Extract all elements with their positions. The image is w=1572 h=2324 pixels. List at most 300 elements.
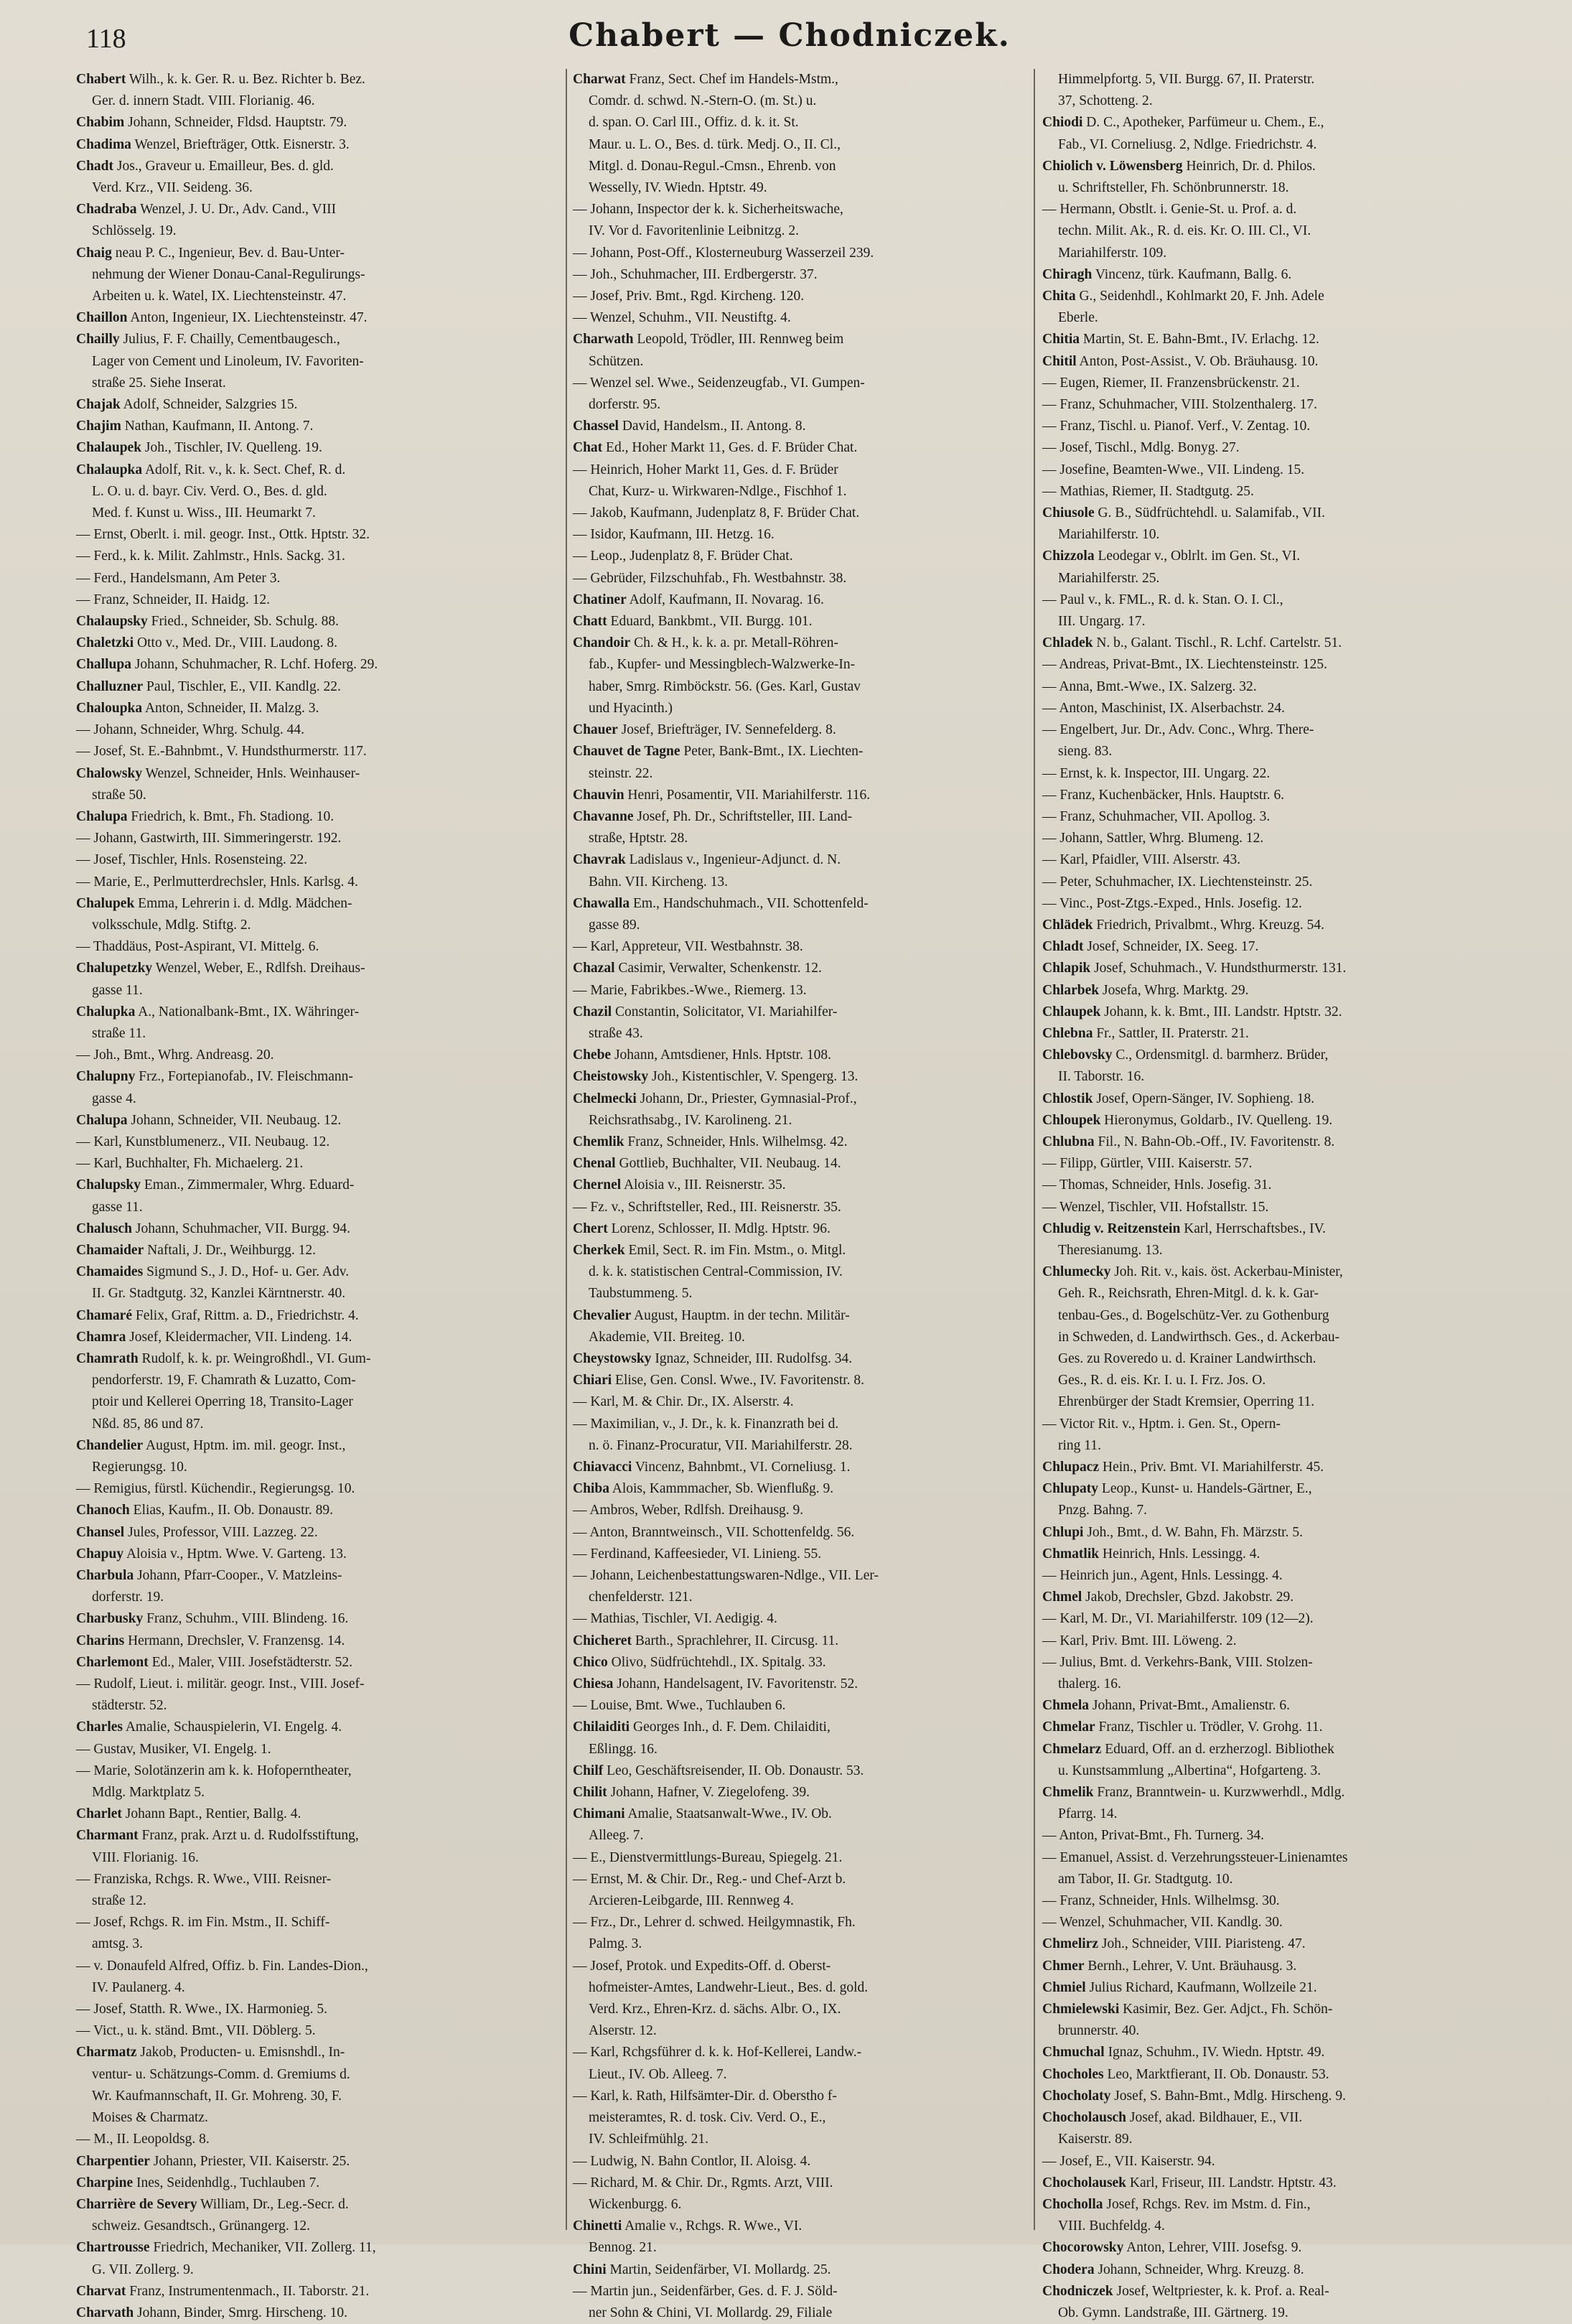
entry-surname: Chat — [573, 440, 603, 456]
directory-entry — [1042, 1045, 1512, 1066]
directory-entry — [76, 1608, 558, 1630]
directory-entry — [1042, 1023, 1512, 1045]
directory-entry — [573, 1240, 1026, 1261]
entry-text: Franz, Schneider, II. Haidg. 12. — [93, 592, 270, 607]
directory-entry — [76, 1370, 558, 1391]
directory-entry — [1042, 893, 1512, 915]
entry-text: Eßlingg. 16. — [589, 1741, 658, 1757]
entry-surname: Chavanne — [573, 808, 634, 824]
entry-text: u. Kunstsammlung „Albertina“, Hofgarteng. 3. — [1058, 1763, 1321, 1778]
directory-entry — [1042, 915, 1512, 936]
directory-entry — [573, 1023, 1026, 1045]
directory-entry — [1042, 503, 1512, 524]
entry-surname: Chinetti — [573, 2218, 622, 2234]
directory-entry — [573, 220, 1026, 242]
entry-surname: — — [1042, 1568, 1057, 1584]
entry-text: Wilh., k. k. Ger. R. u. Bez. Richter b. Bez. — [128, 72, 365, 87]
directory-entry — [1042, 134, 1512, 156]
entry-text: techn. Milit. Ak., R. d. eis. Kr. O. III. Cl., VI. — [1058, 223, 1311, 239]
entry-surname: Chmela — [1042, 1698, 1089, 1714]
entry-surname: Chilaiditi — [573, 1719, 630, 1735]
entry-surname: — — [76, 1047, 90, 1063]
entry-surname: — — [1042, 440, 1057, 456]
entry-surname: Challupa — [76, 657, 131, 673]
entry-surname: Chalupek — [76, 895, 135, 911]
entry-surname: Chlupi — [1042, 1524, 1084, 1540]
directory-entry — [573, 2129, 1026, 2150]
entry-surname: Chodera — [1042, 2262, 1095, 2277]
directory-entry — [76, 633, 558, 654]
entry-text: Johann, Gastwirth, III. Simmeringerstr. 192. — [93, 831, 342, 846]
directory-entry — [1042, 351, 1512, 373]
directory-entry — [1042, 1847, 1512, 1869]
entry-surname: — — [573, 939, 587, 955]
directory-entry — [76, 958, 558, 979]
entry-surname: — — [573, 1546, 587, 1562]
directory-entry — [76, 394, 558, 416]
directory-entry — [573, 1414, 1026, 1435]
directory-entry — [573, 394, 1026, 416]
directory-entry — [573, 1933, 1026, 1955]
directory-entry — [76, 1956, 558, 1977]
entry-surname: Chadraba — [76, 202, 137, 218]
entry-text: Ladislaus v., Ingenieur-Adjunct. d. N. — [629, 852, 841, 868]
directory-entry — [1042, 1717, 1512, 1738]
entry-surname: — — [573, 2045, 587, 2061]
directory-entry — [573, 112, 1026, 134]
entry-text: Karl, Rchgsführer d. k. k. Hof-Kellerei, Landw.- — [590, 2045, 862, 2061]
entry-text: gasse 89. — [589, 917, 640, 933]
directory-entry — [573, 1066, 1026, 1088]
entry-text: Hein., Priv. Bmt. VI. Mariahilferstr. 45. — [1102, 1460, 1324, 1475]
directory-entry — [76, 1088, 558, 1110]
entry-text: Martin, Seidenfärber, VI. Mollardg. 25. — [609, 2262, 831, 2277]
directory-entry — [573, 1283, 1026, 1305]
entry-text: Vincenz, türk. Kaufmann, Ballg. 6. — [1095, 266, 1292, 282]
entry-surname: Chimani — [573, 1806, 625, 1822]
directory-entry — [573, 1175, 1026, 1196]
directory-entry — [1042, 329, 1512, 350]
entry-text: haber, Smrg. Rimböckstr. 56. (Ges. Karl, Gustav — [589, 678, 861, 694]
directory-entry — [573, 1500, 1026, 1521]
entry-text: Wenzel, Tischler, VII. Hofstallstr. 15. — [1059, 1199, 1269, 1215]
directory-entry — [1042, 1544, 1512, 1565]
entry-surname: — — [573, 1611, 587, 1627]
entry-text: G. B., Südfrüchtehdl. u. Salamifab., VII. — [1098, 505, 1325, 521]
directory-entry — [573, 1544, 1026, 1565]
entry-surname: Chatiner — [573, 592, 627, 607]
directory-entry — [573, 1391, 1026, 1413]
directory-entry — [573, 1370, 1026, 1391]
entry-text: Heinrich, Hoher Markt 11, Ges. d. F. Brüder — [590, 462, 838, 477]
entry-surname: — — [573, 570, 587, 586]
entry-text: Franz, Schuhmacher, VII. Apollog. 3. — [1059, 808, 1271, 824]
directory-entry — [76, 524, 558, 546]
entry-text: meisteramtes, R. d. tosk. Civ. Verd. O., E., — [589, 2110, 826, 2126]
entry-surname: Chmielewski — [1042, 2002, 1120, 2017]
entry-surname: — — [573, 1698, 587, 1714]
entry-surname: — — [573, 527, 587, 543]
entry-surname: — — [573, 266, 587, 282]
entry-text: Julius, Bmt. d. Verkehrs-Bank, VIII. Stolzen- — [1059, 1654, 1313, 1670]
entry-text: gasse 11. — [92, 1199, 143, 1215]
entry-surname: — — [76, 831, 90, 846]
directory-entry — [1042, 1175, 1512, 1196]
entry-text: Comdr. d. schwd. N.-Stern-O. (m. St.) u. — [589, 93, 817, 109]
entry-surname: Chernel — [573, 1177, 622, 1193]
entry-text: Johann, Schuhmacher, R. Lchf. Hoferg. 29. — [134, 657, 378, 673]
directory-entry — [573, 90, 1026, 112]
column-right — [1042, 69, 1512, 2320]
entry-text: Akademie, VII. Breiteg. 10. — [589, 1329, 745, 1345]
entry-surname: Chalaupka — [76, 462, 143, 477]
directory-entry — [1042, 2151, 1512, 2173]
directory-entry — [573, 459, 1026, 481]
entry-text: Emma, Lehrerin i. d. Mdlg. Mädchen- — [138, 895, 352, 911]
entry-text: Elias, Kaufm., II. Ob. Donaustr. 89. — [133, 1503, 334, 1518]
entry-surname: Chmel — [1042, 1590, 1082, 1605]
entry-text: Thomas, Schneider, Hnls. Josefig. 31. — [1059, 1177, 1272, 1193]
entry-surname: Chiari — [573, 1373, 612, 1389]
entry-text: Leop., Judenplatz 8, F. Brüder Chat. — [590, 549, 793, 564]
entry-surname: Chmatlik — [1042, 1546, 1100, 1562]
directory-entry — [76, 785, 558, 806]
directory-entry — [1042, 459, 1512, 481]
entry-text: Josef, St. E.-Bahnbmt., V. Hundsthurmerstr. 117. — [93, 744, 367, 760]
entry-surname: Chmuchal — [1042, 2045, 1105, 2061]
entry-text: Julius, F. F. Chailly, Cementbaugesch., — [123, 332, 340, 347]
entry-surname: Chmiel — [1042, 1979, 1086, 1995]
entry-text: II. Taborstr. 16. — [1058, 1069, 1145, 1085]
entry-text: Eduard, Bankbmt., VII. Burgg. 101. — [610, 614, 813, 630]
entry-text: David, Handelsm., II. Antong. 8. — [622, 419, 806, 434]
entry-text: Wickenburgg. 6. — [589, 2196, 682, 2212]
entry-surname: Chauvin — [573, 787, 624, 803]
directory-entry — [573, 1956, 1026, 1977]
entry-text: Franz, Tischl. u. Pianof. Verf., V. Zentag. 10. — [1059, 419, 1311, 434]
entry-surname: Chlaupek — [1042, 1004, 1101, 1019]
entry-text: Georges Inh., d. F. Dem. Chilaiditi, — [632, 1719, 831, 1735]
entry-text: C., Ordensmitgl. d. barmherz. Brüder, — [1115, 1047, 1329, 1063]
directory-entry — [76, 329, 558, 350]
entry-surname: Chladt — [1042, 939, 1084, 955]
entry-text: hofmeister-Amtes, Landwehr-Lieut., Bes. d. gold. — [589, 1979, 869, 1995]
entry-text: Johann, Schneider, Fldsd. Hauptstr. 79. — [128, 115, 347, 131]
entry-text: straße 50. — [92, 787, 146, 803]
entry-text: Ferd., k. k. Milit. Zahlmstr., Hnls. Sackg. 31. — [93, 549, 345, 564]
entry-text: schweiz. Gesandtsch., Grünangerg. 12. — [92, 2218, 310, 2234]
directory-entry — [76, 351, 558, 373]
directory-entry — [573, 1760, 1026, 1782]
entry-surname: Cheystowsky — [573, 1350, 652, 1366]
directory-entry — [1042, 156, 1512, 177]
entry-surname: Charles — [76, 1719, 123, 1735]
entry-surname: Chiragh — [1042, 266, 1093, 282]
directory-entry — [76, 1023, 558, 1045]
entry-text: Leo, Geschäftsreisender, II. Ob. Donaustr. 53. — [607, 1763, 864, 1778]
directory-entry — [76, 719, 558, 741]
entry-surname: — — [76, 527, 90, 543]
directory-entry — [76, 1110, 558, 1131]
entry-surname: — — [76, 1676, 90, 1692]
entry-surname: Chazil — [573, 1004, 612, 1019]
entry-surname: Charbula — [76, 1568, 134, 1584]
directory-entry — [1042, 243, 1512, 264]
directory-entry — [76, 2281, 558, 2302]
directory-entry — [573, 177, 1026, 199]
directory-entry — [76, 1478, 558, 1500]
entry-text: dorferstr. 19. — [92, 1590, 164, 1605]
directory-entry — [1042, 1305, 1512, 1327]
entry-text: Theresianumg. 13. — [1058, 1242, 1163, 1258]
entry-surname: Chandoir — [573, 635, 631, 651]
entry-surname: Chert — [573, 1221, 608, 1236]
entry-text: Johann, k. k. Bmt., III. Landstr. Hptstr. 32. — [1104, 1004, 1342, 1019]
entry-text: Rudolf, k. k. pr. Weingroßhdl., VI. Gum- — [141, 1350, 371, 1366]
directory-entry — [76, 373, 558, 394]
entry-text: brunnerstr. 40. — [1058, 2023, 1140, 2039]
directory-entry — [573, 69, 1026, 90]
entry-surname: — — [76, 939, 90, 955]
directory-entry — [76, 481, 558, 503]
directory-entry — [76, 90, 558, 112]
entry-text: Ignaz, Schuhm., IV. Wiedn. Hptstr. 49. — [1108, 2045, 1325, 2061]
entry-surname: Charbusky — [76, 1611, 144, 1627]
directory-entry — [1042, 1760, 1512, 1782]
entry-text: thalerg. 16. — [1058, 1676, 1121, 1692]
entry-surname: — — [1042, 462, 1057, 477]
directory-entry — [573, 2020, 1026, 2042]
entry-text: Moises & Charmatz. — [92, 2110, 208, 2126]
directory-entry — [1042, 785, 1512, 806]
entry-text: August, Hptm. im. mil. geogr. Inst., — [145, 1437, 346, 1453]
directory-entry — [1042, 177, 1512, 199]
directory-entry — [1042, 1131, 1512, 1153]
entry-surname: Charlemont — [76, 1654, 149, 1670]
directory-entry — [573, 1999, 1026, 2020]
entry-text: Ernst, Oberlt. i. mil. geogr. Inst., Ottk. Hptstr. 32. — [93, 527, 370, 543]
entry-text: Adolf, Kaufmann, II. Novarag. 16. — [629, 592, 824, 607]
page-number: 118 — [86, 24, 126, 54]
directory-entry — [76, 1695, 558, 1717]
directory-entry — [1042, 611, 1512, 633]
entry-text: Franz, Instrumentenmach., II. Taborstr. 21. — [129, 2283, 370, 2299]
entry-surname: Chailly — [76, 332, 120, 347]
entry-surname: Chmelarz — [1042, 1741, 1102, 1757]
directory-entry — [573, 1218, 1026, 1240]
directory-entry — [1042, 1695, 1512, 1717]
directory-entry — [76, 2259, 558, 2281]
entry-text: gasse 4. — [92, 1091, 136, 1106]
directory-entry — [76, 69, 558, 90]
entry-text: Eberle. — [1058, 310, 1098, 326]
directory-entry — [76, 1977, 558, 1999]
entry-text: Karl, Friseur, III. Landstr. Hptstr. 43. — [1129, 2175, 1337, 2190]
entry-text: Ger. d. innern Stadt. VIII. Florianig. 46. — [92, 93, 315, 109]
directory-entry — [573, 763, 1026, 785]
directory-entry — [573, 1674, 1026, 1695]
entry-text: und Hyacinth.) — [589, 700, 673, 716]
entry-surname: Chassel — [573, 419, 619, 434]
directory-entry — [76, 243, 558, 264]
entry-text: Leo, Marktfierant, II. Ob. Donaustr. 53. — [1107, 2066, 1329, 2082]
entry-surname: Chauvet de Tagne — [573, 744, 680, 760]
directory-entry — [1042, 1630, 1512, 1652]
directory-entry — [573, 1435, 1026, 1457]
directory-entry — [1042, 872, 1512, 893]
entry-text: Josef, Schneider, IX. Seeg. 17. — [1087, 939, 1259, 955]
entry-text: Fab., VI. Corneliusg. 2, Ndlge. Friedrichstr. 4. — [1058, 136, 1317, 152]
directory-entry — [1042, 1956, 1512, 1977]
entry-text: Anton, Lehrer, VIII. Josefsg. 9. — [1126, 2240, 1302, 2256]
entry-surname: — — [1042, 1654, 1057, 1670]
entry-text: Leop., Kunst- u. Handels-Gärtner, E., — [1101, 1481, 1312, 1497]
directory-entry — [76, 2129, 558, 2150]
entry-text: Karl, M. & Chir. Dr., IX. Alserstr. 4. — [590, 1394, 794, 1410]
directory-entry — [573, 2042, 1026, 2063]
directory-entry — [76, 1587, 558, 1608]
directory-entry — [573, 980, 1026, 1002]
entry-text: Adolf, Schneider, Salzgries 15. — [123, 397, 298, 413]
entry-surname: — — [1042, 722, 1057, 738]
entry-text: Julius Richard, Kaufmann, Wollzeile 21. — [1089, 1979, 1317, 1995]
entry-text: Johann Bapt., Rentier, Ballg. 4. — [125, 1806, 301, 1822]
directory-entry — [76, 286, 558, 307]
entry-surname: — — [76, 1958, 90, 1974]
entry-text: Gottlieb, Buchhalter, VII. Neubaug. 14. — [619, 1156, 841, 1172]
entry-text: Adolf, Rit. v., k. k. Sect. Chef, R. d. — [144, 462, 346, 477]
entry-text: Emanuel, Assist. d. Verzehrungssteuer-Linienamtes — [1059, 1849, 1348, 1865]
entry-text: Felix, Graf, Rittm. a. D., Friedrichstr. 4. — [135, 1307, 359, 1323]
directory-entry — [573, 1261, 1026, 1283]
entry-text: VIII. Florianig. 16. — [92, 1849, 199, 1865]
entry-surname: — — [573, 245, 587, 261]
entry-text: Chat, Kurz- u. Wirkwaren-Ndlge., Fischhof 1. — [589, 483, 847, 499]
entry-surname: Chiodi — [1042, 115, 1083, 131]
column-middle — [573, 69, 1026, 2320]
directory-entry — [573, 1739, 1026, 1760]
entry-surname: — — [1042, 678, 1057, 694]
entry-text: Bernh., Lehrer, V. Unt. Bräuhausg. 3. — [1087, 1958, 1297, 1974]
entry-surname: Chitil — [1042, 353, 1077, 369]
directory-entry — [573, 134, 1026, 156]
directory-entry — [76, 1414, 558, 1435]
directory-entry — [76, 1890, 558, 1912]
entry-text: Johann, Amtsdiener, Hnls. Hptstr. 108. — [614, 1047, 831, 1063]
directory-entry — [573, 2216, 1026, 2237]
entry-text: Mariahilferstr. 25. — [1058, 570, 1160, 586]
entry-text: Ehrenbürger der Stadt Kremsier, Operring 11. — [1058, 1394, 1315, 1410]
entry-text: Anton, Schneider, II. Malzg. 3. — [144, 700, 319, 716]
directory-entry — [1042, 1825, 1512, 1847]
entry-text: Kaiserstr. 89. — [1058, 2132, 1133, 2147]
entry-text: Andreas, Privat-Bmt., IX. Liechtensteinstr. 125. — [1059, 657, 1327, 673]
entry-text: Franziska, Rchgs. R. Wwe., VIII. Reisner- — [93, 1871, 332, 1887]
directory-entry — [76, 1500, 558, 1521]
entry-text: Josef, akad. Bildhauer, E., VII. — [1129, 2110, 1303, 2126]
entry-text: 37, Schotteng. 2. — [1058, 93, 1153, 109]
entry-text: Louise, Bmt. Wwe., Tuchlauben 6. — [590, 1698, 786, 1714]
directory-entry — [573, 1608, 1026, 1630]
directory-entry — [573, 633, 1026, 654]
directory-entry — [573, 1348, 1026, 1370]
directory-entry — [1042, 1088, 1512, 1110]
entry-surname: Chilf — [573, 1763, 604, 1778]
entry-surname: — — [573, 982, 587, 998]
entry-text: Gebrüder, Filzschuhfab., Fh. Westbahnstr. 38. — [590, 570, 847, 586]
directory-entry — [1042, 437, 1512, 459]
directory-entry — [573, 1912, 1026, 1933]
entry-text: Nathan, Kaufmann, II. Antong. 7. — [124, 419, 314, 434]
entry-surname: Chazal — [573, 961, 615, 976]
directory-entry — [76, 199, 558, 220]
entry-surname: — — [573, 2153, 587, 2169]
entry-surname: — — [1042, 397, 1057, 413]
entry-surname: Chlostik — [1042, 1091, 1093, 1106]
directory-entry — [76, 2216, 558, 2237]
entry-surname: Chalupa — [76, 1112, 128, 1128]
entry-text: Karl, Appreteur, VII. Westbahnstr. 38. — [590, 939, 803, 955]
directory-entry — [573, 1565, 1026, 1587]
entry-text: Fz. v., Schriftsteller, Red., III. Reisnerstr. 35. — [590, 1199, 841, 1215]
entry-surname: — — [573, 1849, 587, 1865]
entry-surname: Chlebovsky — [1042, 1047, 1113, 1063]
directory-entry — [76, 1652, 558, 1674]
entry-surname: Chlupacz — [1042, 1460, 1100, 1475]
entry-surname: — — [76, 744, 90, 760]
entry-surname: — — [573, 2088, 587, 2104]
entry-surname: — — [76, 2023, 90, 2039]
entry-surname: — — [76, 570, 90, 586]
entry-surname: — — [573, 1394, 587, 1410]
directory-entry — [1042, 2042, 1512, 2063]
entry-text: A., Nationalbank-Bmt., IX. Währinger- — [138, 1004, 360, 1019]
directory-entry — [573, 2086, 1026, 2107]
entry-text: Schützen. — [589, 353, 644, 369]
entry-text: Karl, Herrschaftsbes., IV. — [1184, 1221, 1327, 1236]
directory-entry — [76, 1153, 558, 1175]
entry-text: Ludwig, N. Bahn Contlor, II. Aloisg. 4. — [590, 2153, 811, 2169]
entry-text: Mathias, Riemer, II. Stadtgutg. 25. — [1059, 483, 1254, 499]
entry-text: steinstr. 22. — [589, 765, 653, 781]
entry-text: Heinrich, Dr. d. Philos. — [1186, 158, 1316, 174]
directory-entry — [573, 1457, 1026, 1478]
entry-surname: — — [573, 1871, 587, 1887]
entry-text: Wenzel, Schneider, Hnls. Weinhauser- — [145, 765, 360, 781]
directory-entry — [1042, 1197, 1512, 1218]
directory-entry — [1042, 1500, 1512, 1521]
entry-text: Josef, E., VII. Kaiserstr. 94. — [1059, 2153, 1215, 2169]
entry-text: Hieronymus, Goldarb., IV. Quelleng. 19. — [1104, 1112, 1333, 1128]
entry-surname: Challuzner — [76, 678, 144, 694]
entry-text: Wenzel, J. U. Dr., Adv. Cand., VIII — [140, 202, 337, 218]
entry-surname: Chlapik — [1042, 961, 1091, 976]
entry-text: dorferstr. 95. — [589, 397, 661, 413]
directory-entry — [573, 2151, 1026, 2173]
directory-entry — [76, 1782, 558, 1803]
entry-text: Johann, Sattler, Whrg. Blumeng. 12. — [1059, 831, 1264, 846]
directory-entry — [573, 1717, 1026, 1738]
entry-text: Isidor, Kaufmann, III. Hetzg. 16. — [590, 527, 775, 543]
directory-entry — [76, 1045, 558, 1066]
directory-entry — [573, 698, 1026, 719]
entry-text: Ed., Maler, VIII. Josefstädterstr. 52. — [151, 1654, 353, 1670]
directory-entry — [76, 1825, 558, 1847]
entry-surname: Chauer — [573, 722, 618, 738]
directory-entry — [1042, 1153, 1512, 1175]
directory-entry — [76, 654, 558, 676]
entry-text: Wenzel sel. Wwe., Seidenzeugfab., VI. Gumpen- — [590, 375, 865, 391]
